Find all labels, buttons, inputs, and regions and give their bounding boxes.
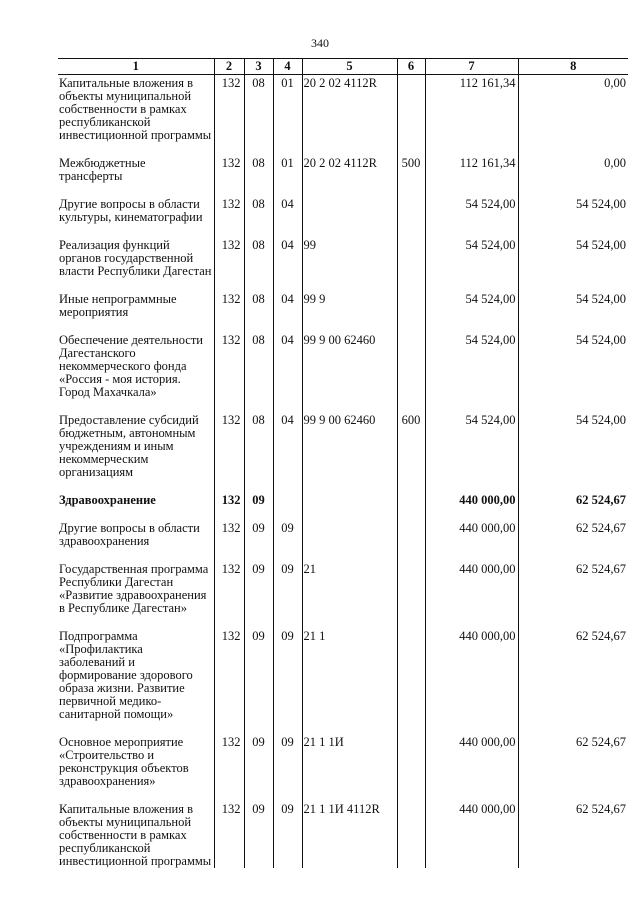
row-section-code: 08 (244, 332, 273, 412)
row-ved-code: 132 (214, 734, 244, 801)
row-expense-type-code (397, 520, 425, 561)
row-subsection-code: 04 (273, 237, 302, 291)
row-expense-type-code: 500 (397, 155, 425, 196)
row-expense-type-code (397, 561, 425, 628)
row-amount-1: 54 524,00 (425, 237, 518, 291)
row-amount-1: 112 161,34 (425, 155, 518, 196)
row-subsection-code: 09 (273, 801, 302, 868)
table-row (58, 237, 628, 291)
row-section-code: 09 (244, 801, 273, 868)
row-ved-code: 132 (214, 291, 244, 332)
row-expense-type-code (397, 492, 425, 520)
header-col-1: 1 (58, 59, 214, 75)
row-name: Реализация функций органов государственной власти Республики Дагестан (59, 238, 212, 278)
row-ved-code: 132 (214, 155, 244, 196)
row-subsection-code: 09 (273, 561, 302, 628)
row-expense-type-code (397, 291, 425, 332)
row-target-article-code: 99 (302, 237, 397, 291)
header-col-7: 7 (425, 59, 518, 75)
row-target-article-code (302, 196, 397, 237)
row-section-code: 09 (244, 628, 273, 734)
row-section-code: 09 (244, 734, 273, 801)
table-row (58, 734, 628, 801)
row-amount-2: 54 524,00 (518, 237, 628, 291)
header-col-3: 3 (244, 59, 273, 75)
row-amount-1: 54 524,00 (425, 412, 518, 492)
row-expense-type-code (397, 734, 425, 801)
row-amount-2: 62 524,67 (518, 801, 628, 868)
row-expense-type-code (397, 801, 425, 868)
row-target-article-code: 21 1 1И (302, 734, 397, 801)
row-expense-type-code (397, 332, 425, 412)
row-subsection-code (273, 492, 302, 520)
row-name: Межбюджетные трансферты (59, 156, 146, 183)
row-amount-2: 0,00 (518, 75, 628, 156)
row-amount-2: 62 524,67 (518, 628, 628, 734)
row-target-article-code: 99 9 00 62460 (302, 332, 397, 412)
row-ved-code: 132 (214, 75, 244, 156)
row-subsection-code: 09 (273, 628, 302, 734)
budget-table (58, 58, 628, 868)
row-target-article-code (302, 492, 397, 520)
row-section-code: 09 (244, 492, 273, 520)
row-amount-2: 54 524,00 (518, 332, 628, 412)
row-target-article-code: 20 2 02 4112R (302, 155, 397, 196)
row-ved-code: 132 (214, 801, 244, 868)
row-name: Иные непрограммные мероприятия (59, 292, 177, 319)
row-name: Другие вопросы в области культуры, кинематографии (59, 197, 203, 224)
row-section-code: 09 (244, 520, 273, 561)
row-name: Обеспечение деятельности Дагестанского некоммерческого фонда «Россия - моя история. Город Махачкала» (59, 333, 204, 399)
row-target-article-code: 20 2 02 4112R (302, 75, 397, 156)
row-name: Основное мероприятие «Строительство и реконструкция объектов здравоохранения» (59, 735, 189, 788)
row-amount-2: 62 524,67 (518, 734, 628, 801)
row-amount-1: 112 161,34 (425, 75, 518, 156)
header-col-8: 8 (518, 59, 628, 75)
table-row (58, 520, 628, 561)
row-target-article-code: 21 1 (302, 628, 397, 734)
row-amount-1: 440 000,00 (425, 801, 518, 868)
row-subsection-code: 04 (273, 291, 302, 332)
row-ved-code: 132 (214, 196, 244, 237)
row-section-code: 08 (244, 196, 273, 237)
row-target-article-code: 21 (302, 561, 397, 628)
row-ved-code: 132 (214, 332, 244, 412)
header-col-4: 4 (273, 59, 302, 75)
header-col-5: 5 (302, 59, 397, 75)
row-expense-type-code (397, 237, 425, 291)
row-section-code: 09 (244, 561, 273, 628)
row-amount-2: 62 524,67 (518, 561, 628, 628)
page-number: 340 (311, 36, 329, 50)
row-subsection-code: 09 (273, 734, 302, 801)
table-row (58, 75, 628, 156)
row-amount-1: 54 524,00 (425, 332, 518, 412)
row-amount-2: 62 524,67 (518, 520, 628, 561)
row-amount-1: 440 000,00 (425, 628, 518, 734)
row-target-article-code (302, 520, 397, 561)
header-row (58, 59, 628, 75)
table-row (58, 801, 628, 868)
table-row (58, 492, 628, 520)
row-section-code: 08 (244, 412, 273, 492)
row-expense-type-code (397, 196, 425, 237)
row-subsection-code: 01 (273, 155, 302, 196)
row-name: Другие вопросы в области здравоохранения (59, 521, 200, 548)
table-row (58, 628, 628, 734)
row-amount-1: 440 000,00 (425, 492, 518, 520)
row-amount-2: 54 524,00 (518, 291, 628, 332)
table-row (58, 291, 628, 332)
row-ved-code: 132 (214, 412, 244, 492)
row-amount-1: 440 000,00 (425, 561, 518, 628)
row-target-article-code: 21 1 1И 4112R (302, 801, 397, 868)
row-target-article-code: 99 9 00 62460 (302, 412, 397, 492)
table-row (58, 561, 628, 628)
row-amount-1: 54 524,00 (425, 196, 518, 237)
row-amount-1: 54 524,00 (425, 291, 518, 332)
row-ved-code: 132 (214, 561, 244, 628)
row-section-code: 08 (244, 75, 273, 156)
row-amount-2: 0,00 (518, 155, 628, 196)
row-ved-code: 132 (214, 628, 244, 734)
row-section-code: 08 (244, 237, 273, 291)
row-expense-type-code (397, 75, 425, 156)
row-amount-2: 54 524,00 (518, 196, 628, 237)
row-expense-type-code: 600 (397, 412, 425, 492)
row-subsection-code: 09 (273, 520, 302, 561)
table-row (58, 412, 628, 492)
row-subsection-code: 01 (273, 75, 302, 156)
table-row (58, 332, 628, 412)
row-ved-code: 132 (214, 492, 244, 520)
header-col-2: 2 (214, 59, 244, 75)
row-name: Предоставление субсидий бюджетным, автономным учреждениям и иным некоммерческим организациям (59, 413, 199, 479)
row-ved-code: 132 (214, 520, 244, 561)
row-expense-type-code (397, 628, 425, 734)
row-section-code: 08 (244, 155, 273, 196)
row-amount-1: 440 000,00 (425, 520, 518, 561)
row-amount-1: 440 000,00 (425, 734, 518, 801)
table-row (58, 196, 628, 237)
row-name: Капитальные вложения в объекты муниципальной собственности в рамках республиканской инвестиционной программы (59, 76, 212, 142)
row-amount-2: 62 524,67 (518, 492, 628, 520)
row-amount-2: 54 524,00 (518, 412, 628, 492)
row-ved-code: 132 (214, 237, 244, 291)
row-subsection-code: 04 (273, 412, 302, 492)
row-subsection-code: 04 (273, 196, 302, 237)
table-row (58, 155, 628, 196)
header-col-6: 6 (397, 59, 425, 75)
row-name: Подпрограмма «Профилактика заболеваний и формирование здорового образа жизни. Развитие первичной медико-санитарной помощи» (59, 629, 193, 721)
row-target-article-code: 99 9 (302, 291, 397, 332)
row-subsection-code: 04 (273, 332, 302, 412)
row-name: Капитальные вложения в объекты муниципальной собственности в рамках республиканской инвестиционной программы (59, 802, 212, 868)
row-name: Здравоохранение (59, 493, 156, 507)
table-body (58, 75, 628, 869)
row-name: Государственная программа Республики Дагестан «Развитие здравоохранения в Республике Дагестан» (59, 562, 209, 615)
row-section-code: 08 (244, 291, 273, 332)
